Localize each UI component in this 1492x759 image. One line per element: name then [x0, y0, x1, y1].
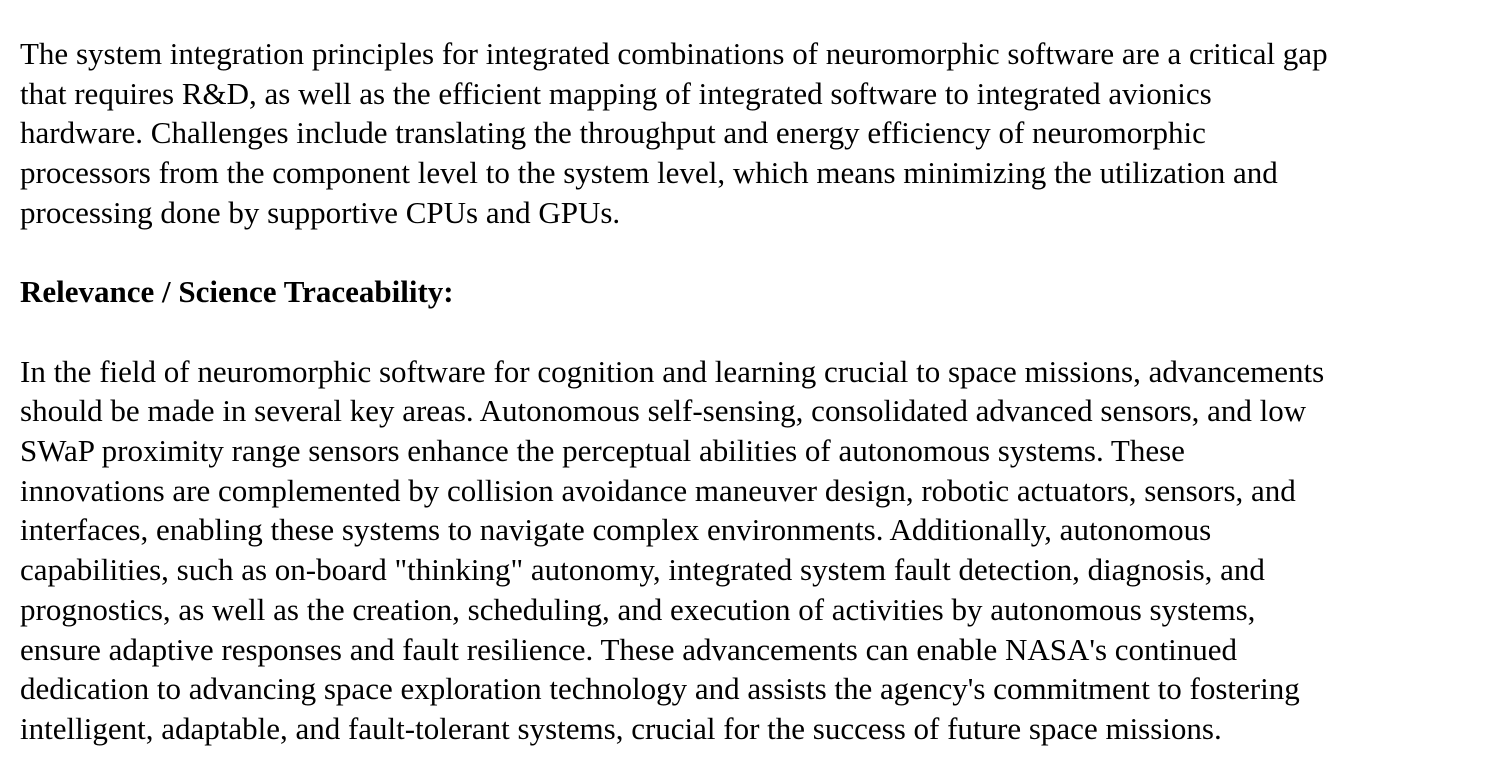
paragraph-line: intelligent, adaptable, and fault-tolerant systems, crucial for the success of future space missions. [20, 710, 1222, 746]
paragraph-line: ensure adaptive responses and fault resilience. These advancements can enable NASA's continued [20, 631, 1238, 667]
paragraph-line: The system integration principles for integrated combinations of neuromorphic software are a critical gap [20, 36, 1328, 71]
paragraph-spacer [20, 312, 1480, 352]
paragraph-line: SWaP proximity range sensors enhance the perceptual abilities of autonomous systems. These [20, 433, 1185, 468]
paragraph-line: processing done by supportive CPUs and GPUs. [20, 194, 621, 230]
relevance-paragraph [20, 352, 1480, 749]
paragraph-spacer [20, 233, 1480, 273]
paragraph-line: innovations are complemented by collision avoidance maneuver design, robotic actuators, sensors, and [20, 472, 1296, 508]
paragraph-line: capabilities, such as on-board "thinking" autonomy, integrated system fault detection, diagnosis, and [20, 552, 1265, 588]
paragraph-line: should be made in several key areas. Autonomous self-sensing, consolidated advanced sensors, and low [20, 393, 1307, 429]
paragraph-line: prognostics, as well as the creation, scheduling, and execution of activities by autonomous systems, [20, 591, 1256, 627]
paragraph-line: processors from the component level to the system level, which means minimizing the utilization and [20, 155, 1278, 191]
intro-paragraph [20, 34, 1480, 233]
section-heading: Relevance / Science Traceability: [20, 274, 454, 310]
paragraph-line: dedication to advancing space exploration technology and assists the agency's commitment to fostering [20, 671, 1300, 707]
paragraph-line: In the field of neuromorphic software for cognition and learning crucial to space missions, advancements [20, 353, 1325, 389]
paragraph-line: interfaces, enabling these systems to navigate complex environments. Additionally, autonomous [20, 512, 1212, 548]
paragraph-line: that requires R&D, as well as the efficient mapping of integrated software to integrated avionics [20, 75, 1212, 111]
paragraph-line: hardware. Challenges include translating the throughput and energy efficiency of neuromorphic [20, 115, 1206, 151]
